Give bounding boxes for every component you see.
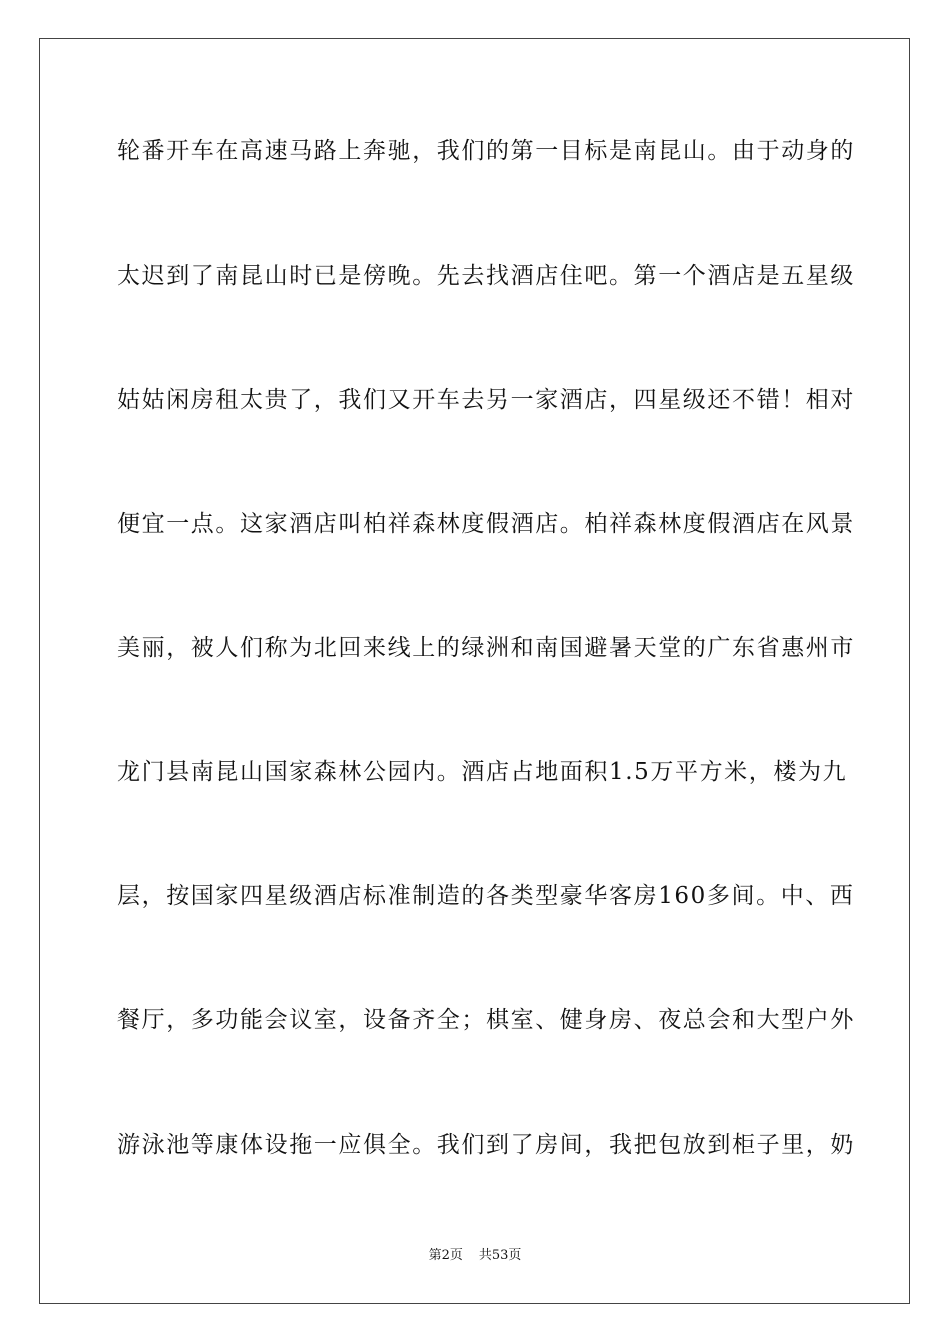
page-number: 第2页: [428, 1248, 463, 1263]
text-line: 游泳池等康体设拖一应俱全。我们到了房间，我把包放到柜子里，奶: [117, 1132, 855, 1158]
page-total: 共53页: [478, 1248, 522, 1263]
page-frame: [39, 38, 910, 1304]
text-line: 便宜一点。这家酒店叫柏祥森林度假酒店。柏祥森林度假酒店在风景: [117, 511, 855, 537]
text-line: 太迟到了南昆山时已是傍晚。先去找酒店住吧。第一个酒店是五星级: [117, 263, 855, 289]
text-line: 姑姑闲房租太贵了，我们又开车去另一家酒店，四星级还不错！相对: [117, 387, 855, 413]
text-line: 美丽，被人们称为北回来线上的绿洲和南国避暑天堂的广东省惠州市: [117, 635, 855, 661]
text-line: 龙门县南昆山国家森林公园内。酒店占地面积1.5万平方米，楼为九: [117, 759, 848, 785]
text-line: 层，按国家四星级酒店标准制造的各类型豪华客房160多间。中、西: [117, 883, 855, 909]
text-line: 轮番开车在高速马路上奔驰，我们的第一目标是南昆山。由于动身的: [117, 138, 855, 164]
page-footer: [0, 1248, 950, 1264]
text-line: 餐厅，多功能会议室，设备齐全；棋室、健身房、夜总会和大型户外: [117, 1007, 855, 1033]
